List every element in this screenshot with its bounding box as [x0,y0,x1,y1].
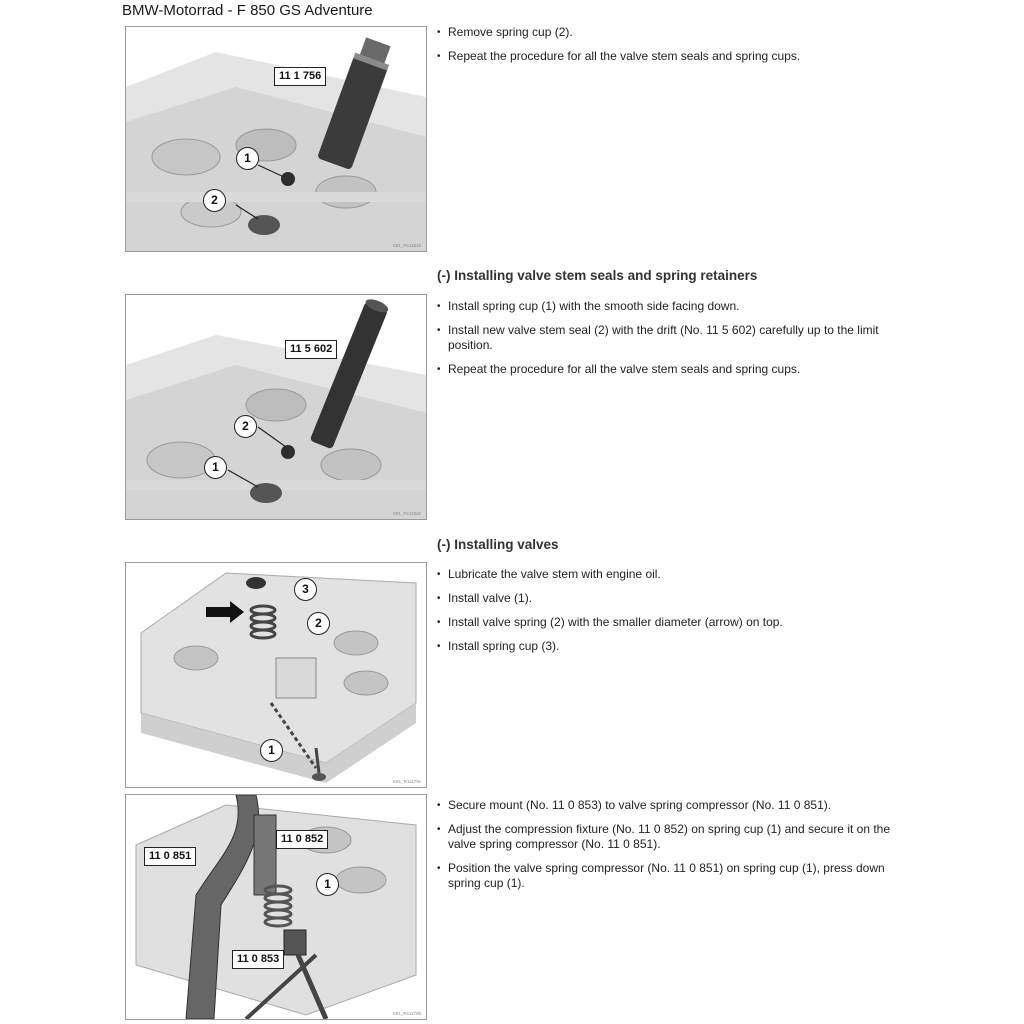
section-heading-installing-valves: (-) Installing valves [437,537,559,552]
engine-illustration [126,795,426,1019]
steps-list-3 [437,567,907,663]
figure-spring-compressor [125,794,427,1020]
callout-1: 1 [316,873,339,896]
figure-remove-spring-cup [125,26,427,252]
steps-list-4 [437,798,907,900]
figure-id: K81_R11179c [393,779,421,784]
tool-label-11-0-851: 11 0 851 [144,847,196,866]
callout-2: 2 [234,415,257,438]
engine-illustration [126,27,426,251]
section-heading-installing-seals: (-) Installing valve stem seals and spring retainers [437,268,758,283]
step-item: • Install valve (1). [437,591,907,606]
tool-label-11-1-756: 11 1 756 [274,67,326,86]
document-title: BMW-Motorrad - F 850 GS Adventure [122,2,373,19]
tool-label-11-5-602: 11 5 602 [285,340,337,359]
tool-label-11-0-852: 11 0 852 [276,830,328,849]
figure-id: K81_R11179b [392,1011,421,1016]
callout-1: 1 [260,739,283,762]
step-item: • Install valve spring (2) with the smaller diameter (arrow) on top. [437,615,907,630]
step-item: • Adjust the compression fixture (No. 11 0 852) on spring cup (1) and secure it on the valve spring compressor (No. 11 0 851). [437,822,907,852]
engine-illustration [126,295,426,519]
step-item: • Lubricate the valve stem with engine oil. [437,567,907,582]
tool-label-11-0-853: 11 0 853 [232,950,284,969]
step-item: • Repeat the procedure for all the valve stem seals and spring cups. [437,49,907,64]
step-item: • Secure mount (No. 11 0 853) to valve spring compressor (No. 11 0 851). [437,798,907,813]
figure-id: K81_R11182b [392,511,421,516]
step-item: • Install spring cup (1) with the smooth side facing down. [437,299,907,314]
callout-1: 1 [236,147,259,170]
step-item: • Position the valve spring compressor (No. 11 0 851) on spring cup (1), press down spring cup (1). [437,861,907,891]
callout-2: 2 [307,612,330,635]
figure-id: K81_R11181b [392,243,421,248]
step-item: • Install new valve stem seal (2) with the drift (No. 11 5 602) carefully up to the limit position. [437,323,907,353]
steps-list-2 [437,299,907,386]
step-item: • Repeat the procedure for all the valve stem seals and spring cups. [437,362,907,377]
step-item: • Install spring cup (3). [437,639,907,654]
callout-2: 2 [203,189,226,212]
callout-3: 3 [294,578,317,601]
figure-install-seals [125,294,427,520]
callout-1: 1 [204,456,227,479]
steps-list-1 [437,25,907,73]
step-item: • Remove spring cup (2). [437,25,907,40]
figure-install-valves [125,562,427,788]
